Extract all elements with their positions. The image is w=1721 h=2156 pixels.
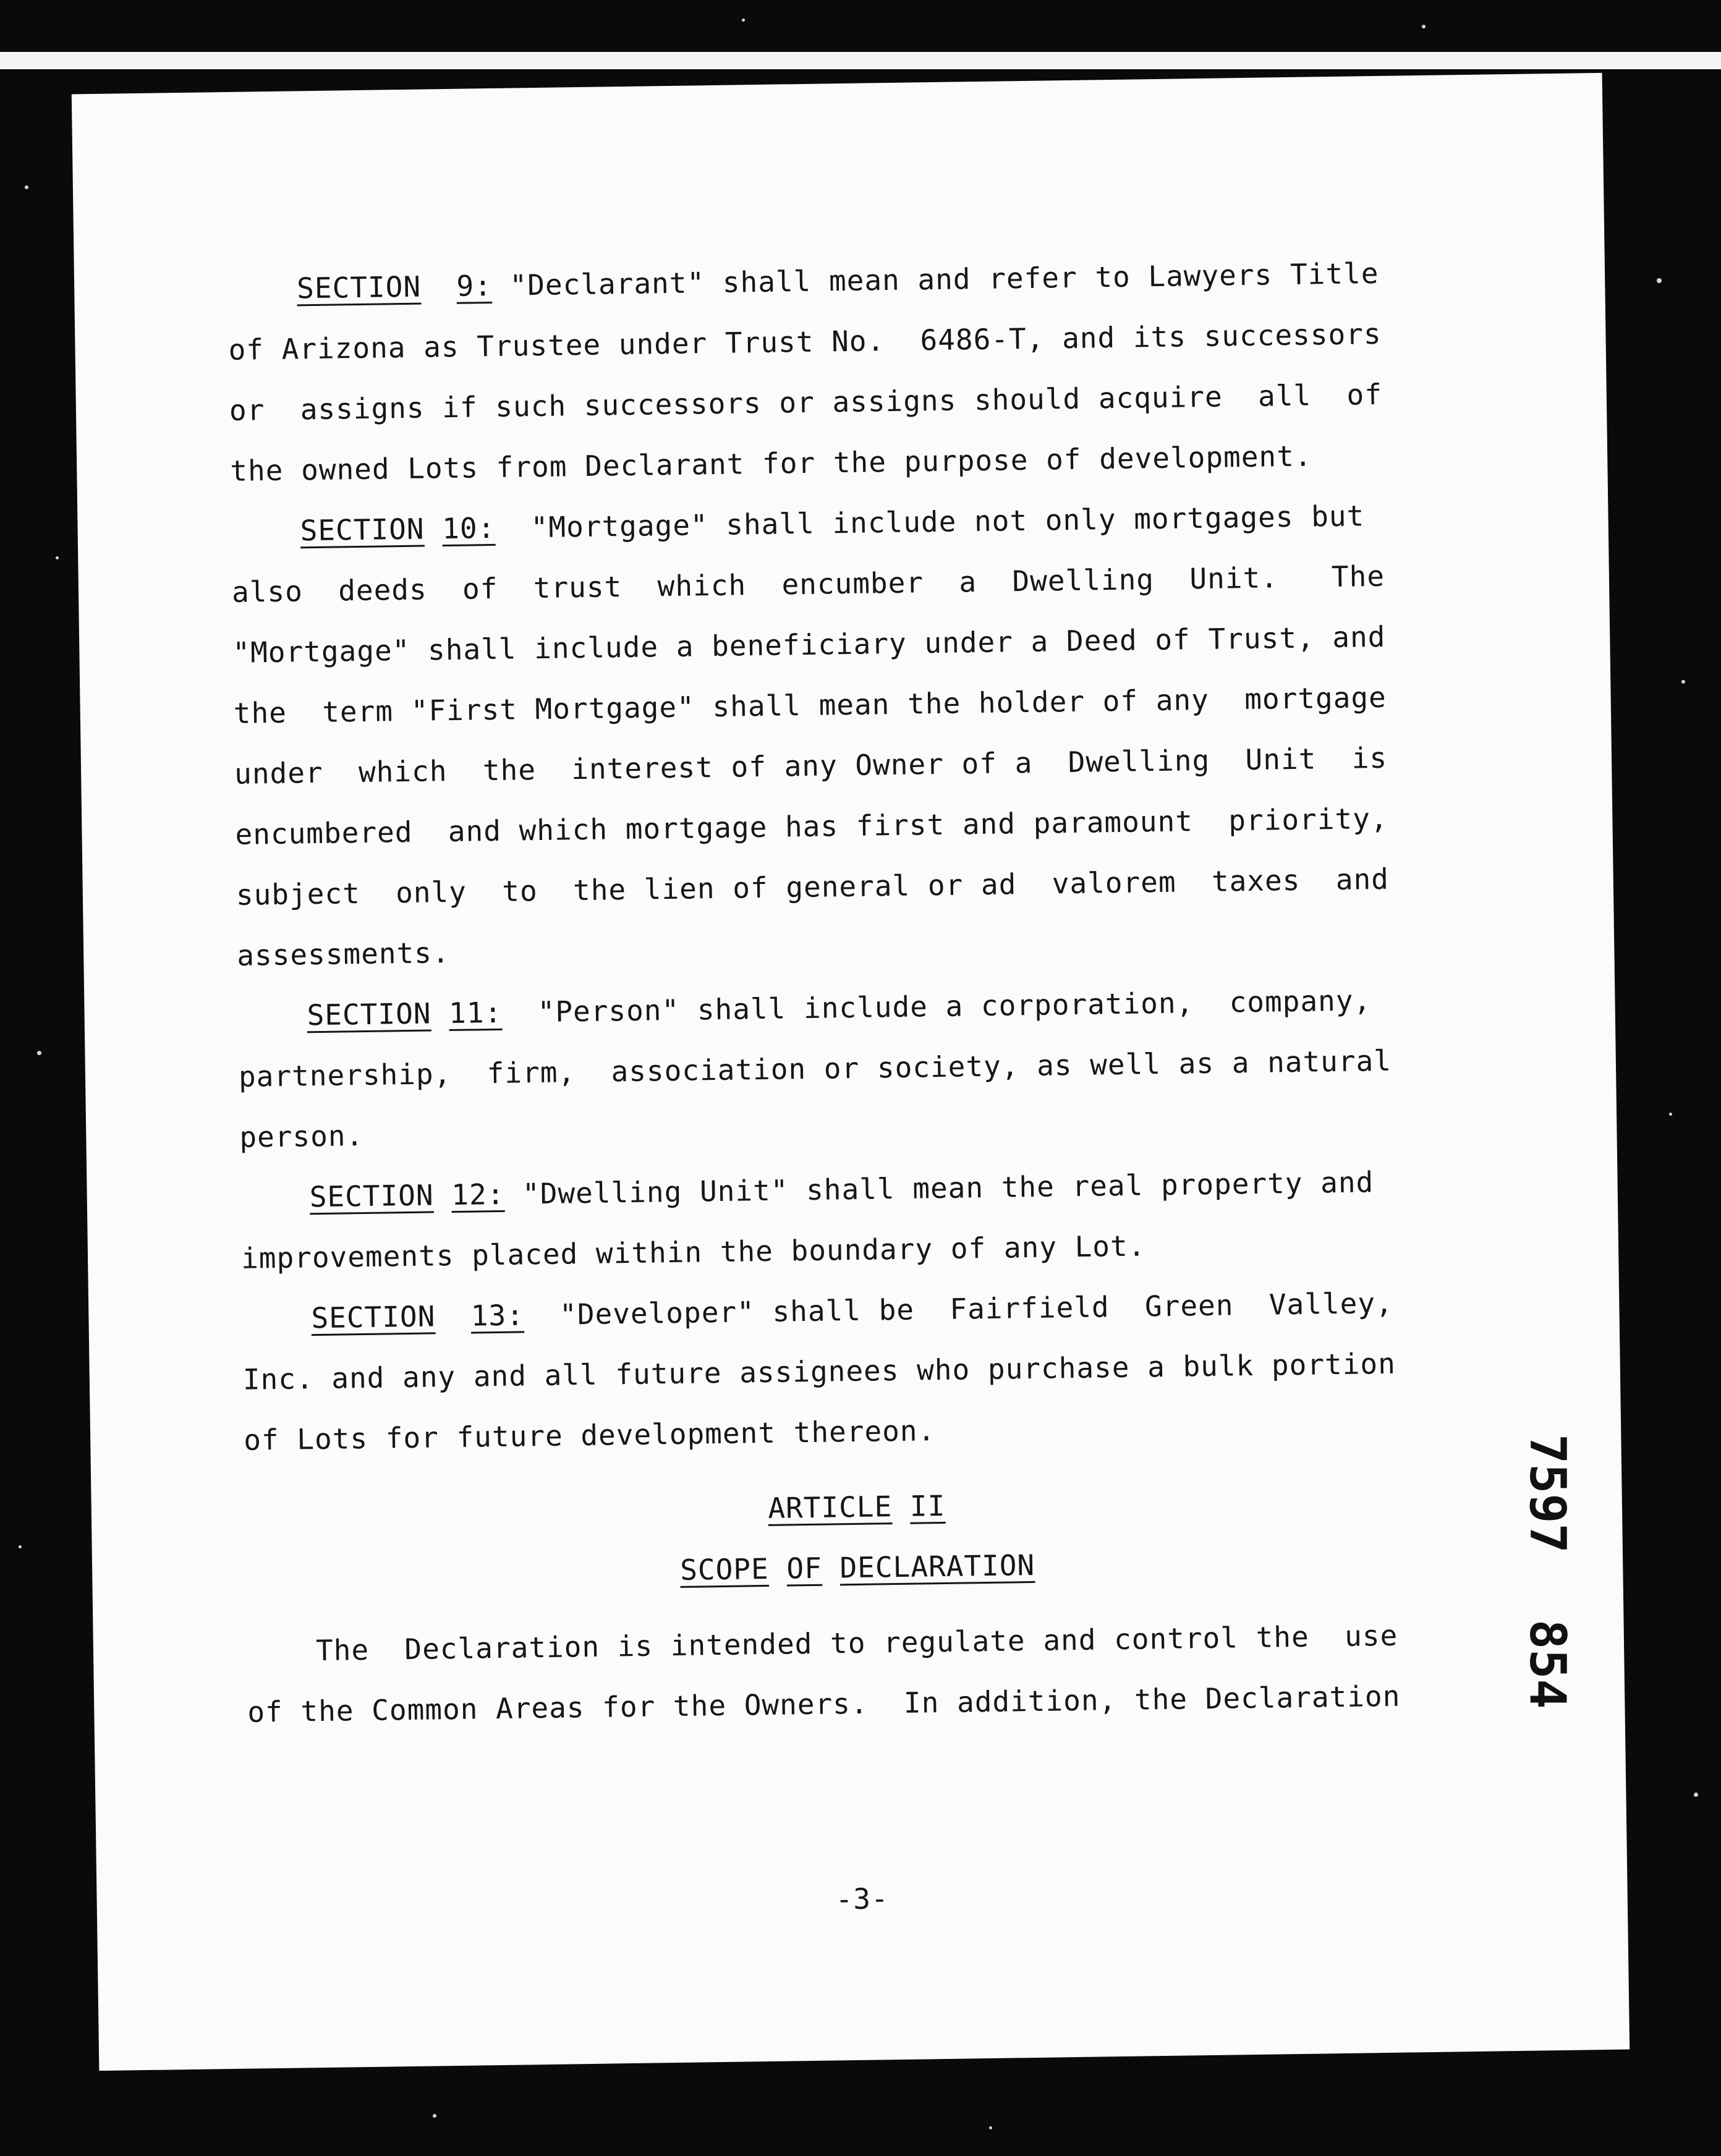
scan-speck: [25, 185, 28, 189]
section-10-line-2: also deeds of trust which encumber a Dwelling Unit. The: [231, 559, 1385, 609]
closing-line-2: of the Common Areas for the Owners. In addition, the Declaration: [247, 1679, 1401, 1729]
article-subtitle-word-3: DECLARATION: [839, 1548, 1035, 1585]
section-12-heading: SECTION: [309, 1178, 434, 1214]
section-9-line-4: the owned Lots from Declarant for the purpose of development.: [229, 439, 1312, 488]
scan-speck: [1669, 1113, 1672, 1116]
scan-top-rule: [0, 52, 1721, 69]
section-11-line-2: partnership, firm, association or society, as well as a natural: [238, 1043, 1392, 1093]
section-13-number: 13:: [470, 1298, 525, 1333]
section-12-number: 12:: [451, 1177, 505, 1212]
scan-speck: [37, 1051, 41, 1055]
section-10-line-1: "Mortgage" shall include not only mortgages but: [530, 499, 1365, 545]
section-10-line-7: subject only to the lien of general or ad valorem taxes and: [236, 862, 1390, 912]
section-9-line-2: of Arizona as Trustee under Trust No. 6486-T, and its successors: [228, 316, 1382, 367]
section-11-line-3: person.: [239, 1119, 364, 1154]
scan-speck: [1694, 1793, 1698, 1797]
page-number: -3-: [835, 1882, 890, 1916]
section-12-line-2: improvements placed within the boundary of any Lot.: [240, 1229, 1146, 1275]
scan-speck: [1681, 680, 1685, 684]
section-9-line-3: or assigns if such successors or assigns should acquire all of: [229, 377, 1383, 427]
section-10-line-3: "Mortgage" shall include a beneficiary under a Deed of Trust, and: [232, 619, 1386, 669]
document-body: [227, 242, 1472, 1916]
section-10-heading: SECTION: [300, 512, 425, 548]
section-10-line-6: encumbered and which mortgage has first and paramount priority,: [235, 801, 1388, 851]
recording-stamp-page: 854: [1519, 1619, 1576, 1709]
section-13-heading: SECTION: [311, 1299, 436, 1335]
document-page: [72, 73, 1630, 2071]
section-13-line-3: of Lots for future development thereon.: [243, 1414, 936, 1457]
scan-speck: [1657, 278, 1662, 283]
article-title-numeral: II: [909, 1488, 946, 1523]
section-9-number: 9:: [456, 268, 493, 303]
recording-stamp: [1496, 1434, 1589, 1718]
article-subtitle-word-1: SCOPE: [679, 1551, 770, 1587]
scan-speck: [433, 2114, 436, 2118]
section-9-line-1: "Declarant" shall mean and refer to Lawyers Title: [509, 256, 1379, 302]
section-11-line-1: "Person" shall include a corporation, company,: [537, 983, 1372, 1029]
scan-speck: [19, 1545, 22, 1548]
section-10-line-8: assessments.: [236, 936, 450, 972]
section-9-heading: SECTION: [296, 270, 422, 305]
section-11-number: 11:: [448, 995, 503, 1030]
section-13-line-2: Inc. and any and all future assignees who purchase a bulk portion: [242, 1346, 1396, 1396]
scan-speck: [989, 2126, 992, 2129]
section-13-line-1: "Developer" shall be Fairfield Green Valley,: [559, 1286, 1394, 1331]
section-10-number: 10:: [441, 511, 496, 546]
scan-speck: [1422, 25, 1426, 28]
section-10-line-5: under which the interest of any Owner of a Dwelling Unit is: [234, 741, 1388, 791]
section-10-line-4: the term "First Mortgage" shall mean the holder of any mortgage: [233, 680, 1387, 730]
article-subtitle-word-2: OF: [786, 1551, 823, 1585]
recording-stamp-book: 7597: [1519, 1434, 1576, 1553]
closing-line-1: The Declaration is intended to regulate and control the use: [315, 1618, 1398, 1668]
section-12-line-1: "Dwelling Unit" shall mean the real property and: [522, 1165, 1374, 1211]
scan-speck: [742, 19, 745, 22]
scan-speck: [56, 556, 59, 559]
article-title-word: ARTICLE: [767, 1490, 893, 1525]
section-11-heading: SECTION: [307, 996, 431, 1032]
